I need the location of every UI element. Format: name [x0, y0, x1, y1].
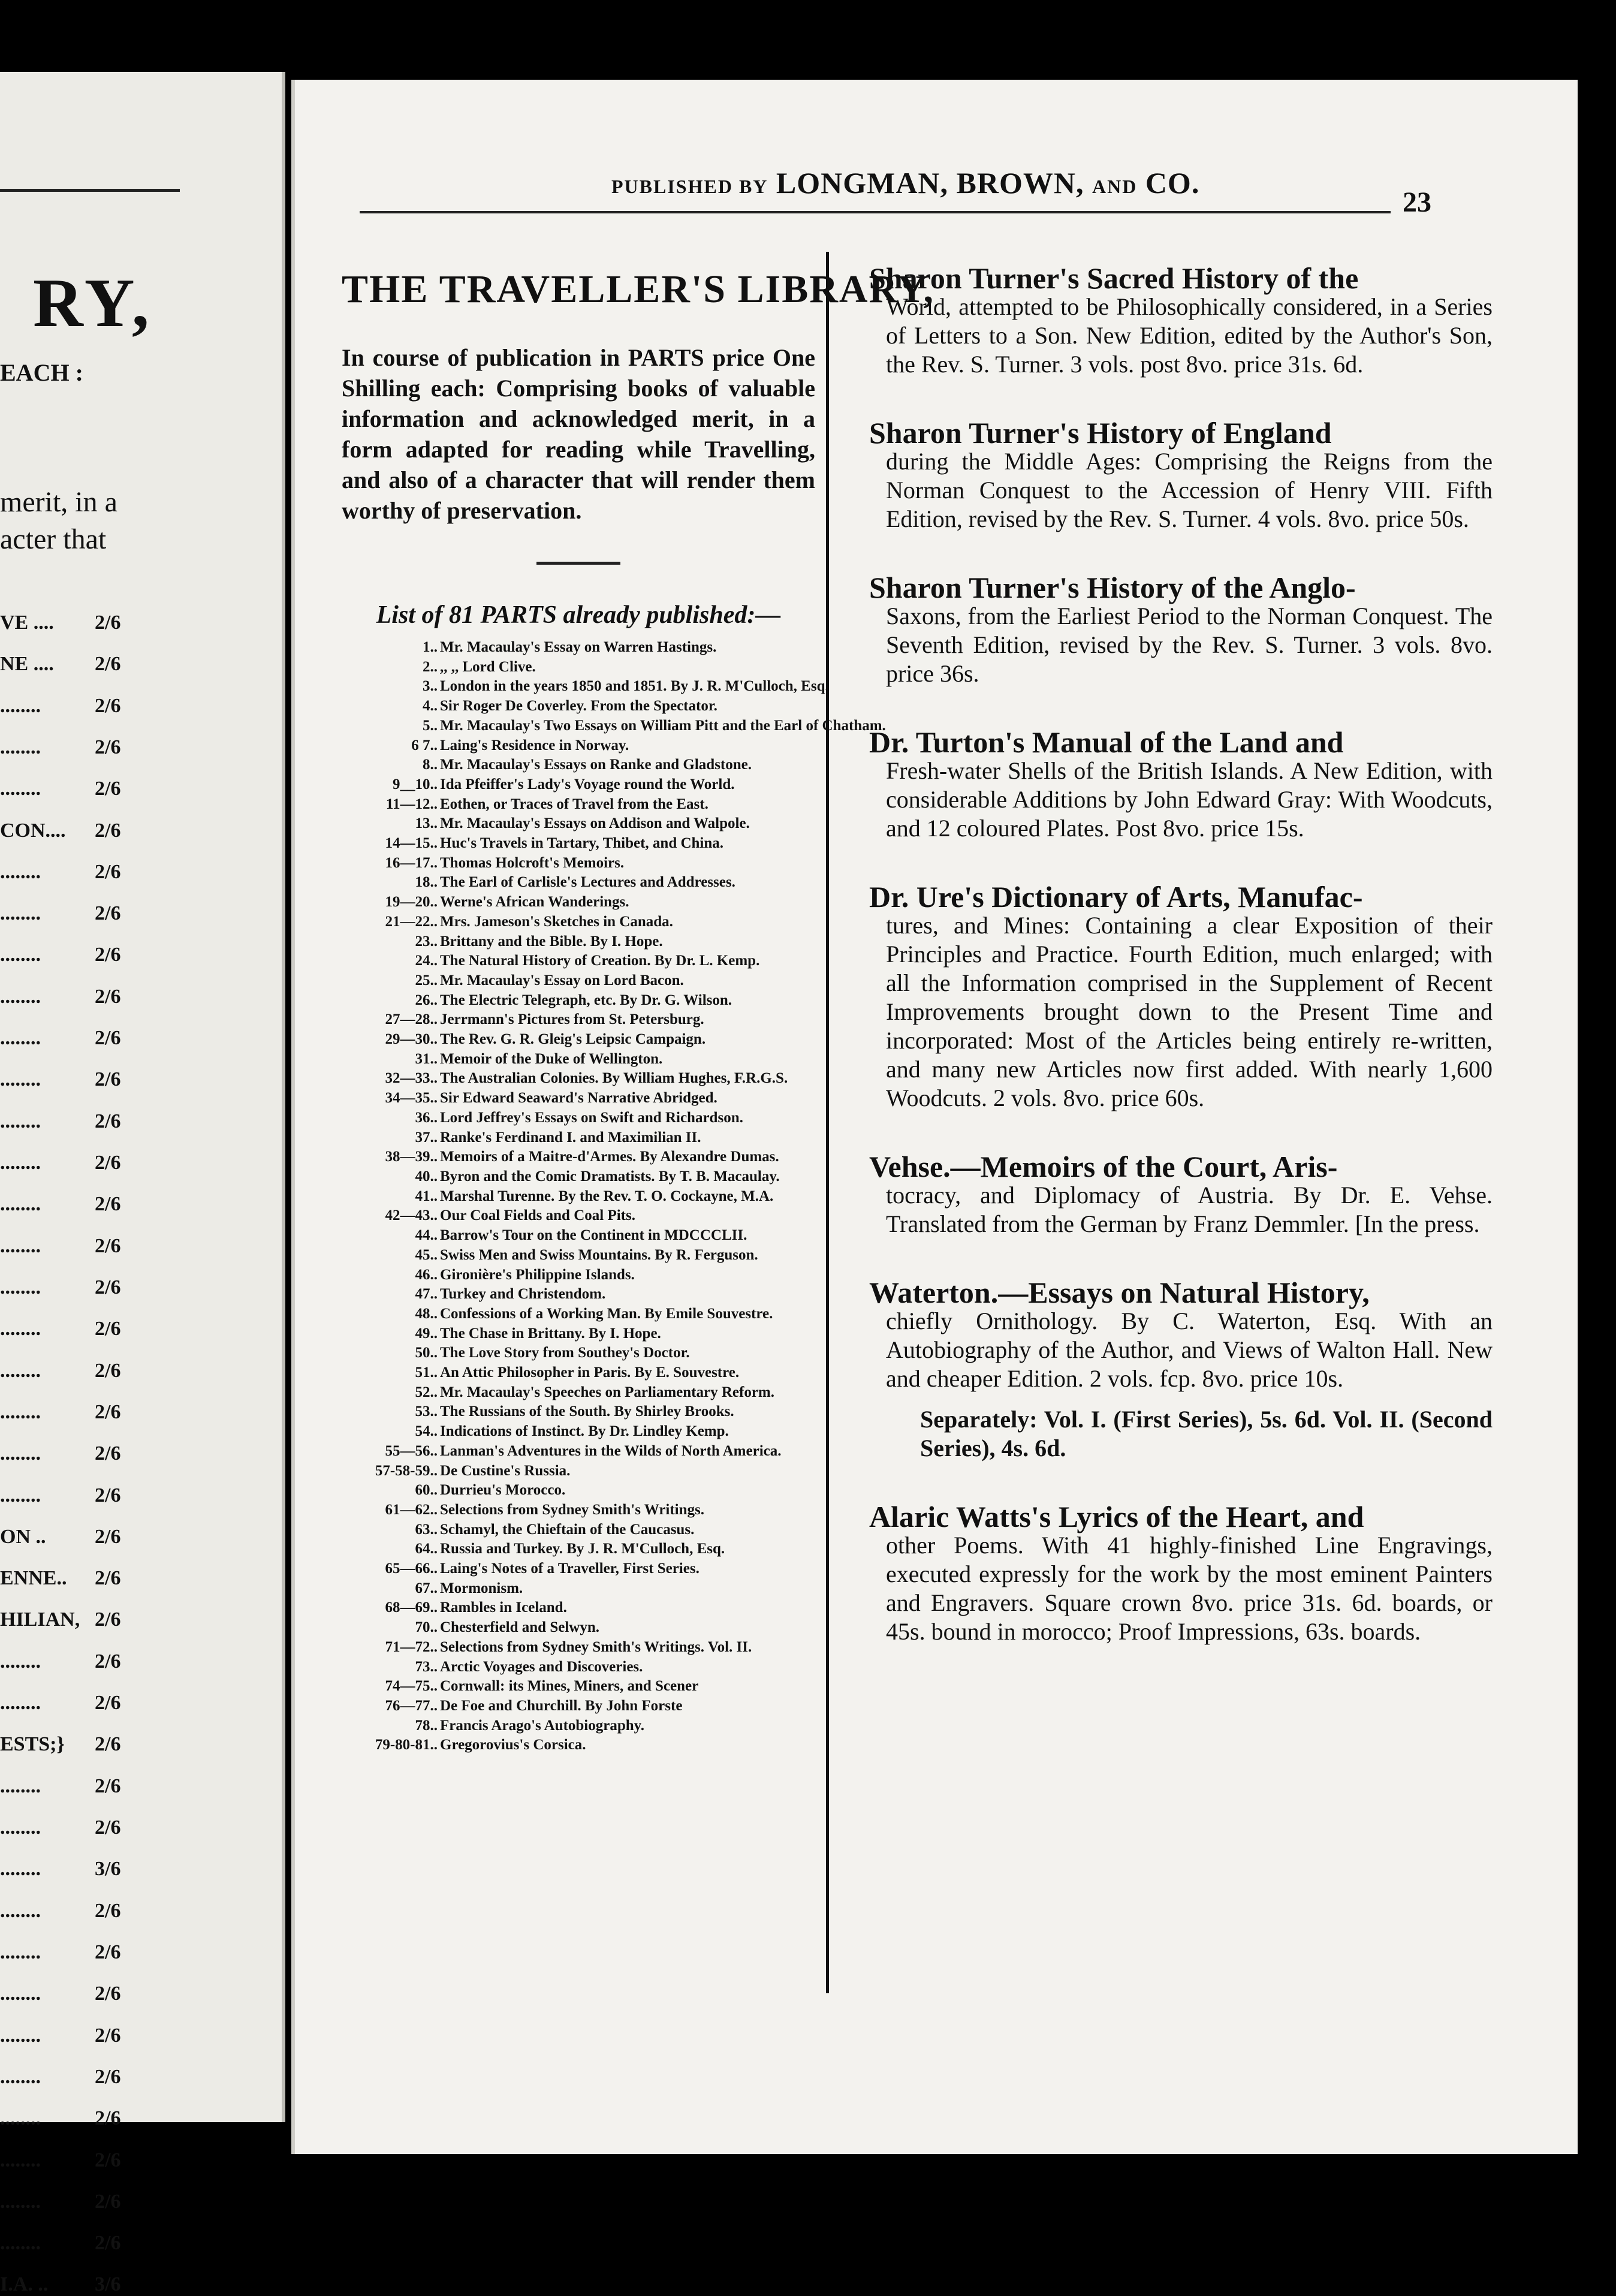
part-list-item	[342, 1108, 815, 1128]
book-entry-text: Fresh-water Shells of the British Islands. A New Edition, with considerable Additions by John Edward Gray: With Woodcuts, and 12 coloured Plates. Post 8vo. price 15s.	[886, 757, 1493, 842]
part-list-item	[342, 1128, 815, 1148]
part-title: Turkey and Christendom.	[440, 1286, 606, 1303]
part-number: 27—28..	[385, 1011, 438, 1028]
previous-page-price: 2/6	[95, 2149, 121, 2171]
part-list-item	[342, 1285, 815, 1304]
part-list-item	[342, 932, 815, 952]
part-title: Swiss Men and Swiss Mountains. By R. Ferguson.	[440, 1246, 758, 1263]
part-list-item	[342, 1050, 815, 1069]
part-number: 6 7..	[411, 737, 438, 754]
part-number: 8..	[423, 757, 438, 773]
previous-page-price: 2/6	[95, 1110, 121, 1132]
previous-page-item: ........	[0, 1982, 41, 2005]
part-title: Barrow's Tour on the Continent in MDCCCLII.	[440, 1227, 747, 1244]
part-number: 38—39..	[385, 1149, 438, 1165]
part-title: Ida Pfeiffer's Lady's Voyage round the World.	[440, 776, 735, 793]
previous-page-item: ........	[0, 985, 41, 1008]
previous-page-price: 2/6	[95, 902, 121, 925]
book-entry	[869, 725, 1493, 843]
book-entry	[869, 1152, 1493, 1239]
previous-page-item: ........	[0, 1193, 41, 1216]
page-number: 23	[1403, 186, 1431, 218]
book-entry-title: Dr. Ure's Dictionary of Arts, Manufac-	[869, 880, 1363, 914]
previous-page-item: ........	[0, 2190, 41, 2213]
part-list-item	[342, 1638, 815, 1658]
part-number: 71—72..	[385, 1638, 438, 1655]
book-entry-text: during the Middle Ages: Comprising the Reigns from the Norman Conquest to the Accession of Henry VIII. Fifth Edition, revised by the Rev. S. Turner. 4 vols. 8vo. price 50s.	[886, 448, 1493, 532]
header-publisher: LONGMAN, BROWN,	[776, 166, 1084, 200]
part-number: 50..	[415, 1345, 438, 1361]
part-title: Gregorovius's Corsica.	[440, 1737, 586, 1753]
previous-page-price: 2/6	[95, 1193, 121, 1216]
part-list-item	[342, 854, 815, 873]
part-list-item	[342, 1089, 815, 1108]
previous-page-price: 3/6	[95, 1858, 121, 1881]
part-number: 65—66..	[385, 1560, 438, 1577]
previous-page-item: ESTS;}	[0, 1733, 65, 1756]
part-number: 44..	[415, 1227, 438, 1244]
previous-page-item: ........	[0, 1234, 41, 1257]
part-number: 55—56..	[385, 1442, 438, 1459]
part-title: Mr. Macaulay's Essay on Warren Hastings.	[440, 639, 717, 655]
part-title: Huc's Travels in Tartary, Thibet, and China.	[440, 835, 724, 852]
part-number: 23..	[415, 933, 438, 950]
part-title: Thomas Holcroft's Memoirs.	[440, 854, 625, 871]
previous-page-price: 2/6	[95, 736, 121, 758]
part-title: Lord Jeffrey's Essays on Swift and Richardson.	[440, 1109, 743, 1126]
part-number: 4..	[423, 698, 438, 715]
part-title: Mr. Macaulay's Two Essays on William Pitt and the Earl of Chatham.	[440, 717, 886, 734]
part-title: Laing's Notes of a Traveller, First Series.	[440, 1560, 700, 1577]
part-title: The Natural History of Creation. By Dr. L. Kemp.	[440, 953, 760, 969]
part-title: Eothen, or Traces of Travel from the East.	[440, 796, 708, 812]
part-title: Indications of Instinct. By Dr. Lindley Kemp.	[440, 1423, 729, 1440]
part-title: Francis Arago's Autobiography.	[440, 1717, 645, 1734]
header-co: CO.	[1145, 166, 1200, 200]
previous-page-price: 2/6	[95, 2232, 121, 2255]
part-title: The Earl of Carlisle's Lectures and Addresses.	[440, 874, 735, 891]
part-list-item	[342, 1658, 815, 1677]
previous-page-rule	[0, 189, 180, 192]
part-title: Memoirs of a Maitre-d'Armes. By Alexandre Dumas.	[440, 1149, 779, 1165]
previous-page-price: 2/6	[95, 1525, 121, 1548]
header-rule	[360, 211, 1391, 213]
previous-page-price: 2/6	[95, 694, 121, 717]
part-title: Memoir of the Duke of Wellington.	[440, 1050, 663, 1067]
part-title: De Foe and Churchill. By John Forste	[440, 1697, 683, 1714]
book-entry-text: Saxons, from the Earliest Period to the Norman Conquest. The Seventh Edition, revised by the Rev. S. Turner. 3 vols. 8vo. price 36s.	[886, 602, 1493, 687]
part-number: 34—35..	[385, 1090, 438, 1107]
part-number: 42—43..	[385, 1207, 438, 1224]
part-title: Sir Edward Seaward's Narrative Abridged.	[440, 1090, 717, 1107]
part-title: Byron and the Comic Dramatists. By T. B. Macaulay.	[440, 1168, 780, 1185]
previous-page-price: 2/6	[95, 1442, 121, 1465]
part-number: 64..	[415, 1541, 438, 1557]
previous-page-item: ........	[0, 1774, 41, 1797]
library-title: THE TRAVELLER'S LIBRARY,	[342, 267, 934, 311]
part-number: 40..	[415, 1168, 438, 1185]
part-title: Mr. Macaulay's Essays on Addison and Walpole.	[440, 815, 750, 832]
part-list-item	[342, 1462, 815, 1481]
previous-page-price: 2/6	[95, 1484, 121, 1506]
part-number: 26..	[415, 992, 438, 1008]
previous-page-item: ........	[0, 1400, 41, 1423]
previous-page-item: ........	[0, 1027, 41, 1050]
previous-page-price: 2/6	[95, 2107, 121, 2130]
part-number: 47..	[415, 1286, 438, 1303]
part-list-item	[342, 1618, 815, 1638]
part-list-item	[342, 1735, 815, 1755]
part-number: 60..	[415, 1482, 438, 1499]
part-title: Mrs. Jameson's Sketches in Canada.	[440, 913, 673, 930]
previous-page-item: ........	[0, 902, 41, 925]
part-number: 63..	[415, 1521, 438, 1538]
parts-list-heading: List of 81 PARTS already published:—	[376, 601, 781, 629]
book-entry	[869, 882, 1493, 1113]
part-title: Arctic Voyages and Discoveries.	[440, 1658, 643, 1675]
part-number: 2..	[423, 658, 438, 675]
previous-page-fragment	[0, 72, 285, 2296]
previous-page-price: 2/6	[95, 819, 121, 842]
previous-page-price: 2/6	[95, 1068, 121, 1091]
book-entry-text: other Poems. With 41 highly-finished Line Engravings, executed expressly for the work by the most eminent Painters and Engravers. Square crown 8vo. price 31s. 6d. boards, or 45s. bound in morocco; Proof Impressions, 63s. boards.	[886, 1532, 1493, 1645]
part-list-item	[342, 1226, 815, 1246]
book-entries-column	[869, 261, 1493, 1686]
previous-page-item: ........	[0, 2107, 41, 2130]
book-entry-text: chiefly Ornithology. By C. Waterton, Esq. With an Autobiography of the Author, and Views of Walton Hall. New and cheaper Edition. 2 vols. fcp. 8vo. price 10s.	[886, 1307, 1493, 1392]
part-list-item	[342, 1539, 815, 1559]
previous-page-item: ........	[0, 1110, 41, 1132]
part-number: 31..	[415, 1050, 438, 1067]
book-entry-text: tocracy, and Diplomacy of Austria. By Dr. E. Vehse. Translated from the German by Franz Demmler. [In the press.	[886, 1182, 1493, 1237]
previous-page-line-2: acter that	[0, 523, 107, 555]
book-entry	[869, 1502, 1493, 1646]
book-entry-title: Dr. Turton's Manual of the Land and	[869, 725, 1344, 759]
part-list-item	[342, 1246, 815, 1265]
previous-page-item: ........	[0, 2065, 41, 2088]
part-title: Selections from Sydney Smith's Writings. Vol. II.	[440, 1638, 752, 1655]
previous-page-price: 2/6	[95, 1692, 121, 1715]
part-list-item	[342, 1579, 815, 1599]
previous-page-item: ........	[0, 2149, 41, 2171]
previous-page-item: ........	[0, 1359, 41, 1382]
part-list-item	[342, 1598, 815, 1618]
previous-page-item: NE ....	[0, 653, 54, 676]
book-entry-title: Alaric Watts's Lyrics of the Heart, and	[869, 1500, 1364, 1533]
previous-page-price: 2/6	[95, 1650, 121, 1673]
previous-page-price: 2/6	[95, 1027, 121, 1050]
part-title: Brittany and the Bible. By I. Hope.	[440, 933, 663, 950]
part-title: Cornwall: its Mines, Miners, and Scener	[440, 1678, 699, 1695]
previous-page-item: ........	[0, 1276, 41, 1298]
part-number: 24..	[415, 953, 438, 969]
part-list-item	[342, 1206, 815, 1226]
previous-page-price: 2/6	[95, 653, 121, 676]
short-rule	[536, 562, 620, 565]
part-list-item	[342, 893, 815, 912]
part-number: 76—77..	[385, 1697, 438, 1714]
part-title: The Rev. G. R. Gleig's Leipsic Campaign.	[440, 1031, 706, 1048]
part-list-item	[342, 736, 815, 756]
book-entry-title: Waterton.—Essays on Natural History,	[869, 1276, 1370, 1309]
part-list-item	[342, 1265, 815, 1285]
column-divider	[826, 252, 829, 1993]
parts-list	[342, 638, 886, 1755]
part-title: Rambles in Iceland.	[440, 1599, 567, 1616]
previous-page-price: 2/6	[95, 2190, 121, 2213]
previous-page-price: 2/6	[95, 1318, 121, 1340]
part-title: Our Coal Fields and Coal Pits.	[440, 1207, 635, 1224]
part-title: London in the years 1850 and 1851. By J. R. M'Culloch, Esq.	[440, 678, 829, 695]
part-list-item	[342, 1383, 815, 1403]
previous-page-price: 2/6	[95, 1733, 121, 1756]
previous-page-price: 2/6	[95, 2065, 121, 2088]
book-entry-separately: Separately: Vol. I. (First Series), 5s. 6d. Vol. II. (Second Series), 4s. 6d.	[920, 1406, 1493, 1462]
previous-page-item: ........	[0, 1650, 41, 1673]
part-number: 25..	[415, 972, 438, 989]
part-list-item	[342, 1324, 815, 1344]
book-entry-text: World, attempted to be Philosophically considered, in a Series of Letters to a Son. New Edition, edited by the Author's Son, the Rev. S. Turner. 3 vols. post 8vo. price 31s. 6d.	[886, 293, 1493, 378]
part-number: 48..	[415, 1305, 438, 1322]
previous-page-price: 2/6	[95, 944, 121, 966]
part-list-item	[342, 1559, 815, 1579]
book-entry	[869, 1278, 1493, 1463]
part-number: 9__10..	[393, 776, 438, 793]
part-number: 1..	[423, 639, 438, 655]
part-number: 21—22..	[385, 913, 438, 930]
part-title: The Chase in Brittany. By I. Hope.	[440, 1325, 661, 1342]
part-list-item	[342, 1402, 815, 1422]
previous-page-item: ........	[0, 1816, 41, 1839]
part-title: An Attic Philosopher in Paris. By E. Souvestre.	[440, 1364, 740, 1381]
part-list-item	[342, 1442, 815, 1462]
part-list-item	[342, 1363, 815, 1383]
previous-page-price: 2/6	[95, 1982, 121, 2005]
library-intro: In course of publication in PARTS price One Shilling each: Comprising books of valuable information and acknowledged merit, in a form adapted for reading while Travelling, and also of a character that will render them worthy of preservation.	[342, 344, 815, 524]
part-number: 68—69..	[385, 1599, 438, 1616]
part-list-item	[342, 1010, 815, 1030]
part-number: 11—12..	[385, 796, 438, 812]
part-title: Schamyl, the Chieftain of the Caucasus.	[440, 1521, 695, 1538]
travellers-library-column	[342, 267, 934, 1755]
previous-page-item: ........	[0, 860, 41, 883]
part-title: ,, ,, Lord Clive.	[440, 658, 536, 675]
part-number: 79-80-81..	[375, 1737, 438, 1753]
previous-page-price: 2/6	[95, 1774, 121, 1797]
previous-page-item: CON....	[0, 819, 66, 842]
part-title: Sir Roger De Coverley. From the Spectator.	[440, 698, 717, 715]
part-title: Gironière's Philippine Islands.	[440, 1266, 635, 1283]
part-list-item	[342, 638, 815, 658]
part-number: 37..	[415, 1129, 438, 1146]
part-title: Confessions of a Working Man. By Emile Souvestre.	[440, 1305, 773, 1322]
part-title: Jerrmann's Pictures from St. Petersburg.	[440, 1011, 704, 1028]
previous-page-item: ........	[0, 1858, 41, 1881]
previous-page-price: 2/6	[95, 778, 121, 800]
book-entry-title: Sharon Turner's History of the Anglo-	[869, 571, 1356, 604]
book-entry-text: tures, and Mines: Containing a clear Exposition of their Principles and Practice. Fourth Edition, much enlarged; with all the Information comprised in the Supplement of Recent Improvements brought down to the Present Time and incorporated: Most of the Articles being entirely re-written, and many new Articles now first added. With nearly 1,600 Woodcuts. 2 vols. 8vo. price 60s.	[886, 912, 1493, 1111]
previous-page-item: ........	[0, 736, 41, 758]
book-entry-title: Vehse.—Memoirs of the Court, Aris-	[869, 1150, 1338, 1183]
part-number: 49..	[415, 1325, 438, 1342]
part-list-item	[342, 1677, 815, 1697]
previous-page-item: ........	[0, 1692, 41, 1715]
part-title: Selections from Sydney Smith's Writings.	[440, 1501, 705, 1518]
part-number: 78..	[415, 1717, 438, 1734]
part-number: 29—30..	[385, 1031, 438, 1048]
previous-page-price: 2/6	[95, 1816, 121, 1839]
previous-page-price: 2/6	[95, 1359, 121, 1382]
part-list-item	[342, 795, 815, 815]
previous-page-price: 3/6	[95, 2273, 121, 2296]
part-list-item	[342, 697, 815, 716]
part-number: 3..	[423, 678, 438, 695]
book-entry	[869, 418, 1493, 534]
book-entry	[869, 261, 1493, 379]
part-number: 19—20..	[385, 894, 438, 911]
previous-page-price: 2/6	[95, 1234, 121, 1257]
part-number: 51..	[415, 1364, 438, 1381]
previous-page-item: ........	[0, 2024, 41, 2047]
part-list-item	[342, 658, 815, 677]
part-list-item	[342, 834, 815, 854]
part-list-item	[342, 1030, 815, 1050]
part-list-item	[342, 873, 815, 893]
previous-page-price: 2/6	[95, 1941, 121, 1963]
previous-page-price: 2/6	[95, 1152, 121, 1174]
part-list-item	[342, 1520, 815, 1540]
part-list-item	[342, 755, 815, 775]
previous-page-item: ........	[0, 1152, 41, 1174]
previous-page-price: 2/6	[95, 985, 121, 1008]
book-entry-title: Sharon Turner's History of England	[869, 416, 1332, 450]
part-number: 53..	[415, 1403, 438, 1420]
previous-page-item: ........	[0, 1941, 41, 1963]
part-list-item	[342, 1716, 815, 1736]
part-list-item	[342, 677, 829, 697]
part-title: Mormonism.	[440, 1580, 523, 1596]
previous-page-item: ........	[0, 2232, 41, 2255]
previous-page-price: 2/6	[95, 611, 121, 634]
previous-page-each: EACH :	[0, 359, 83, 386]
header-and: AND	[1092, 176, 1138, 197]
part-title: The Russians of the South. By Shirley Brooks.	[440, 1403, 734, 1420]
part-number: 36..	[415, 1109, 438, 1126]
previous-page-item: ........	[0, 944, 41, 966]
previous-page-item: HILIAN,	[0, 1608, 80, 1631]
part-title: The Electric Telegraph, etc. By Dr. G. Wilson.	[440, 992, 732, 1008]
part-list-item	[342, 991, 815, 1011]
part-title: Mr. Macaulay's Speeches on Parliamentary Reform.	[440, 1384, 774, 1400]
part-list-item	[342, 814, 815, 834]
part-number: 54..	[415, 1423, 438, 1440]
part-number: 45..	[415, 1246, 438, 1263]
previous-page-item: ON ..	[0, 1525, 46, 1548]
previous-page-item: ........	[0, 1442, 41, 1465]
part-number: 70..	[415, 1619, 438, 1636]
part-title: Mr. Macaulay's Essays on Ranke and Gladstone.	[440, 757, 752, 773]
previous-page-item: ........	[0, 1068, 41, 1091]
part-title: Werne's African Wanderings.	[440, 894, 629, 911]
part-list-item	[342, 1069, 815, 1089]
previous-page-item: ........	[0, 1484, 41, 1506]
part-number: 13..	[415, 815, 438, 832]
part-number: 18..	[415, 874, 438, 891]
previous-page-price: 2/6	[95, 1400, 121, 1423]
part-list-item	[342, 775, 815, 795]
part-number: 46..	[415, 1266, 438, 1283]
part-list-item	[342, 951, 815, 971]
part-list-item	[342, 971, 815, 991]
previous-page-item: I.A. ..	[0, 2273, 49, 2296]
part-number: 16—17..	[385, 854, 438, 871]
part-number: 32—33..	[385, 1070, 438, 1087]
part-number: 61—62..	[385, 1501, 438, 1518]
part-title: The Love Story from Southey's Doctor.	[440, 1345, 690, 1361]
part-title: Marshal Turenne. By the Rev. T. O. Cockayne, M.A.	[440, 1188, 774, 1204]
part-title: Russia and Turkey. By J. R. M'Culloch, Esq.	[440, 1541, 725, 1557]
part-title: Durrieu's Morocco.	[440, 1482, 566, 1499]
part-title: Laing's Residence in Norway.	[440, 737, 629, 754]
part-number: 73..	[415, 1658, 438, 1675]
part-number: 41..	[415, 1188, 438, 1204]
previous-page-item: ........	[0, 778, 41, 800]
part-list-item	[342, 1147, 815, 1167]
previous-page-line-1: merit, in a	[0, 486, 117, 518]
part-number: 14—15..	[385, 835, 438, 852]
part-number: 67..	[415, 1580, 438, 1596]
part-title: Chesterfield and Selwyn.	[440, 1619, 599, 1636]
part-list-item	[342, 1500, 815, 1520]
part-number: 74—75..	[385, 1678, 438, 1695]
previous-page-item: ........	[0, 1899, 41, 1922]
previous-page-price: 2/6	[95, 1608, 121, 1631]
part-list-item	[342, 1422, 815, 1442]
part-number: 52..	[415, 1384, 438, 1400]
previous-page-price: 2/6	[95, 860, 121, 883]
previous-page-price: 2/6	[95, 1276, 121, 1298]
previous-page-item: VE ....	[0, 611, 54, 634]
previous-page-item: ENNE..	[0, 1567, 67, 1590]
part-title: Mr. Macaulay's Essay on Lord Bacon.	[440, 972, 684, 989]
previous-page-price: 2/6	[95, 1567, 121, 1590]
header-published-by: PUBLISHED BY	[611, 176, 768, 197]
previous-page-item: ........	[0, 1318, 41, 1340]
part-title: The Australian Colonies. By William Hughes, F.R.G.S.	[440, 1070, 788, 1087]
part-title: De Custine's Russia.	[440, 1462, 571, 1479]
book-entry-title: Sharon Turner's Sacred History of the	[869, 261, 1359, 295]
part-list-item	[342, 912, 815, 932]
previous-page-price: 2/6	[95, 2024, 121, 2047]
part-list-item	[342, 716, 886, 736]
book-entry	[869, 573, 1493, 688]
previous-page-item: ........	[0, 694, 41, 717]
part-list-item	[342, 1481, 815, 1500]
part-title: Ranke's Ferdinand I. and Maximilian II.	[440, 1129, 701, 1146]
part-title: Lanman's Adventures in the Wilds of North America.	[440, 1442, 782, 1459]
part-list-item	[342, 1187, 815, 1207]
running-header	[611, 165, 1199, 200]
part-number: 5..	[423, 717, 438, 734]
previous-page-price: 2/6	[95, 1899, 121, 1922]
part-list-item	[342, 1304, 815, 1324]
part-number: 57-58-59..	[375, 1462, 438, 1479]
part-list-item	[342, 1697, 815, 1716]
part-list-item	[342, 1167, 815, 1187]
previous-page-title: RY,	[33, 265, 153, 342]
part-list-item	[342, 1343, 815, 1363]
